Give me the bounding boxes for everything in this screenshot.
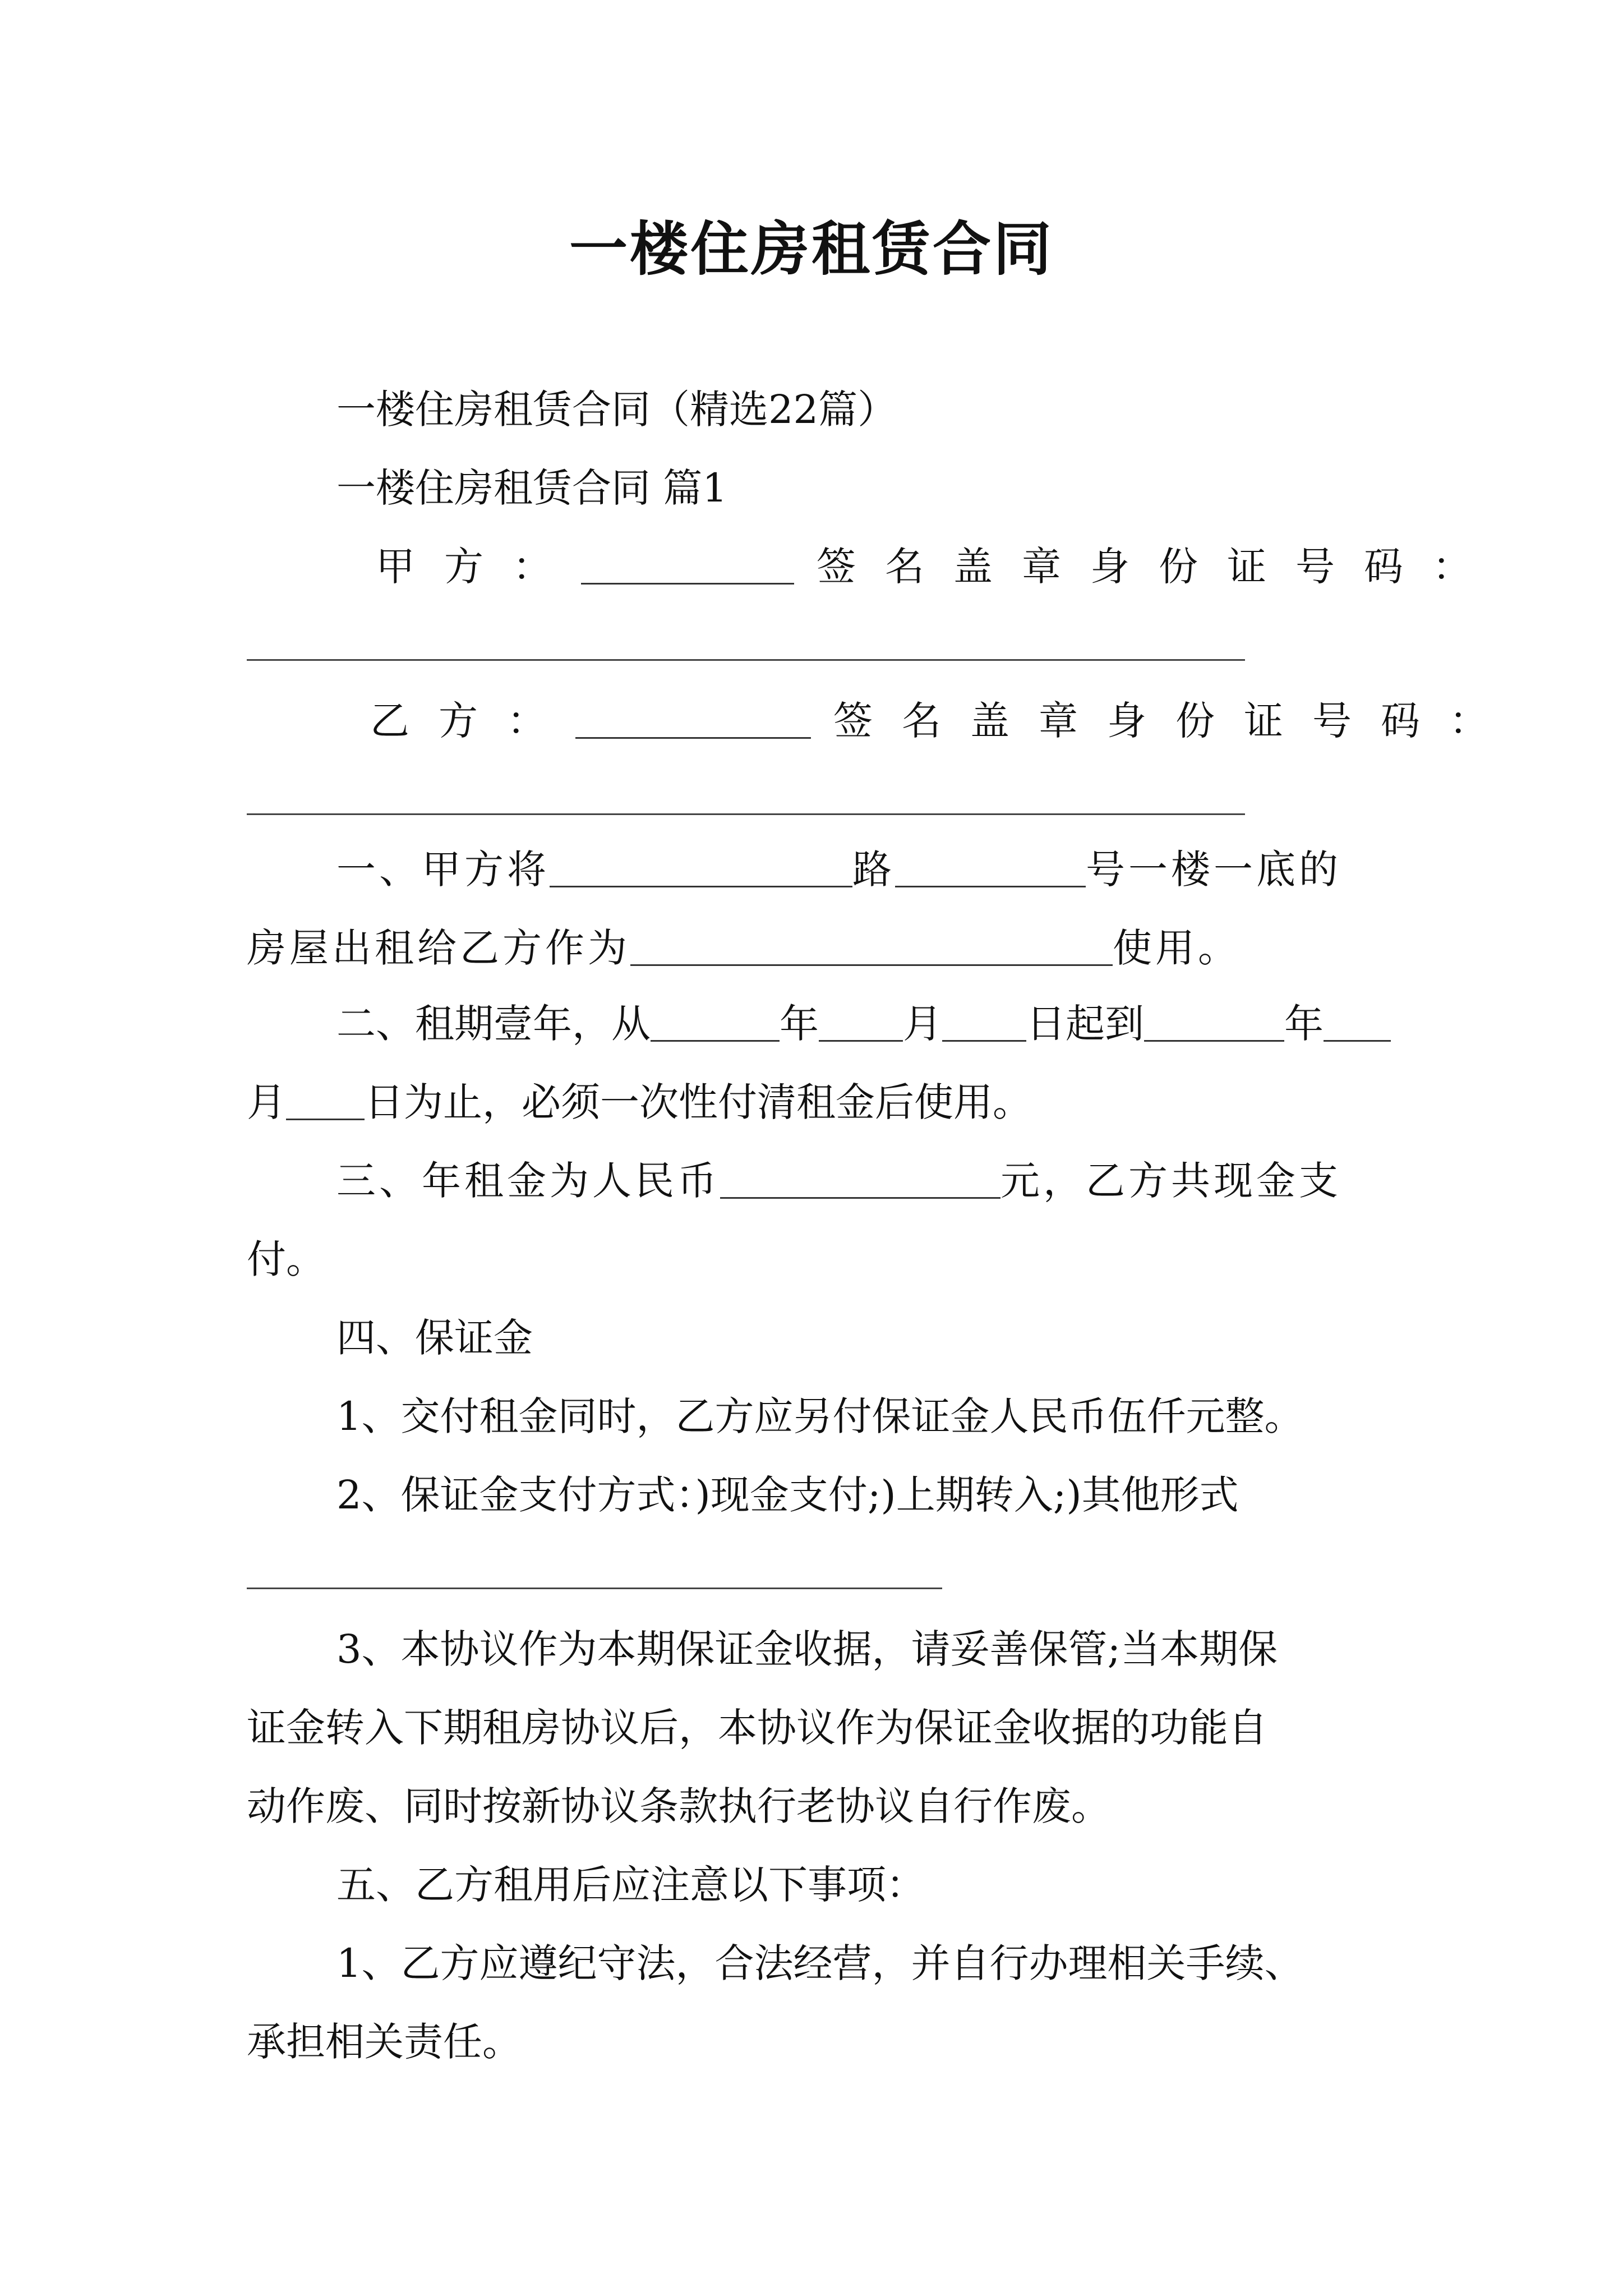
start-month-blank: [819, 1004, 903, 1042]
party-a-id-line: [247, 659, 1245, 661]
clause1-line2: [247, 925, 1241, 971]
clause4-item3-line2: 证金转入下期租房协议后，本协议作为保证金收据的功能自: [247, 1705, 1267, 1751]
clause2-month: 月: [903, 1001, 942, 1047]
clause3-line2: 付。: [247, 1236, 325, 1282]
document-title: 一楼住房租赁合同: [569, 214, 1054, 283]
clause4-item2: 2、保证金支付方式：)现金支付;)上期转入;)其他形式: [336, 1472, 1239, 1518]
clause2-day: 日起到: [1026, 1001, 1144, 1047]
party-b-blank: [575, 701, 811, 739]
clause2-year: 年: [780, 1001, 819, 1047]
clause2-line1: [336, 1001, 1391, 1047]
party-a-blank: [581, 547, 794, 585]
number-blank: [895, 850, 1086, 887]
party-a-row: [376, 544, 1501, 590]
clause2-year2: 年: [1284, 1001, 1324, 1047]
clause4-item1: 1、交付租金同时，乙方应另付保证金人民币伍仟元整。: [336, 1393, 1304, 1439]
subtitle: 一楼住房租赁合同（精选22篇）: [336, 386, 897, 432]
clause1-line1: [336, 846, 1341, 892]
article-heading: 一楼住房租赁合同 篇1: [336, 465, 727, 511]
clause1-text-b: 路: [852, 846, 895, 892]
rent-amount-blank: [720, 1161, 1000, 1199]
party-a-sign-label: 签名盖章身份证号码：: [817, 544, 1501, 590]
end-year-blank: [1144, 1004, 1284, 1042]
clause3-text-b: 元，乙方共现金支: [1000, 1158, 1341, 1204]
end-day-blank: [286, 1083, 365, 1120]
clause2-month2: 月: [247, 1079, 286, 1125]
start-day-blank: [942, 1004, 1026, 1042]
party-b-id-line: [247, 813, 1245, 815]
party-b-sign-label: 签名盖章身份证号码：: [833, 698, 1518, 744]
clause1-text-e: 使用。: [1113, 925, 1241, 971]
start-year-blank: [651, 1004, 780, 1042]
party-a-label: 甲方：: [376, 544, 581, 590]
clause2-line2: [247, 1079, 1032, 1125]
party-b-label: 乙方：: [370, 698, 575, 744]
clause1-text-d: 房屋出租给乙方作为: [247, 925, 630, 971]
clause5-heading: 五、乙方租用后应注意以下事项：: [336, 1862, 925, 1908]
clause1-text-c: 号一楼一底的: [1086, 846, 1341, 892]
road-blank: [550, 850, 852, 887]
clause4-heading: 四、保证金: [336, 1315, 533, 1361]
clause3-text-a: 三、年租金为人民币: [336, 1158, 720, 1204]
end-month-blank: [1324, 1004, 1391, 1042]
clause1-text-a: 一、甲方将: [336, 846, 550, 892]
clause4-item3-line3: 动作废、同时按新协议条款执行老协议自行作废。: [247, 1783, 1110, 1829]
clause3-line1: [336, 1158, 1341, 1204]
party-b-row: [370, 698, 1518, 744]
clause2-text-a: 二、租期壹年，从: [336, 1001, 651, 1047]
usage-blank: [630, 928, 1113, 966]
clause2-end: 日为止，必须一次性付清租金后使用。: [365, 1079, 1032, 1125]
clause4-item3-line1: 3、本协议作为本期保证金收据，请妥善保管;当本期保: [336, 1626, 1278, 1672]
clause5-item1-line2: 承担相关责任。: [247, 2019, 522, 2065]
clause5-item1-line1: 1、乙方应遵纪守法，合法经营，并自行办理相关手续、: [336, 1940, 1304, 1986]
other-form-line: [247, 1588, 942, 1589]
